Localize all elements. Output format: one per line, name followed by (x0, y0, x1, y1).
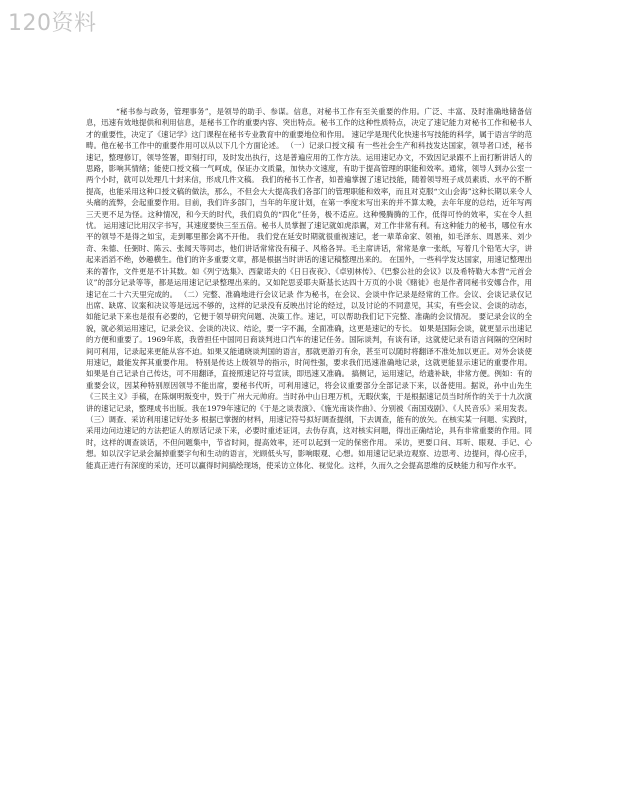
watermark-logo: 120资料 (8, 11, 97, 36)
document-body (86, 106, 532, 477)
body-paragraph: “秘书参与政务，管理事务”，是领导的助手、参谋。信息，对秘书工作有至关重要的作用。广泛、丰富、及时准确地储备信息，迅速有效地提供和利用信息，是秘书工作的重要内容、突出特点。秘书工作的这种性质特点，决定了速记能力对秘书工作和秘书人才的重要性，决定了《速记学》这门课程在秘书专业教育中的重要地位和作用。 速记学是现代化快速书写技能的科学，属于语言学的范畴。他在秘书工作中的重要作用可以从以下几个方面论述。 （一）记录口授文稿 有一些社会生产和科技发达国家，领导者口述，秘书速记，整理修订，领导签署，即刻打印，及时发出执行，这是普遍应用的工作方法。运用速记办文，不致因记录跟不上而打断讲话人的思路，影响其情绪；能使口授文稿一气呵成，保证办文质量，加快办文速度，有助于提高管理的职能和效率。通常，领导人到办公室一两个小时，就可以处理几十封来信，形成几件文稿。 我们的秘书工作者，如普遍掌握了速记技能，随着领导班子成员素质、水平的不断提高，也能采用这种口授文稿的做法，那么，不但会大大提高我们各部门的管理职能和效率，而且对克服“文山会海”这种长期以来令人头痛的流弊，会起重要作用。目前，我们许多部门，当年的年度计划，在第一季度末写出来的并不算太晚，去年年度的总结，近年写两三天更不足为怪。这种情况，和今天的时代，我们肩负的“四化”任务，极不适应。这种慢腾腾的工作，低得可怜的效率，实在令人担忧。 运用速记比用汉字书写，其速度要快三至五倍。秘书人员掌握了速记就如虎添翼，对工作非常有利。有这种能力的秘书，哪位有水平的领导不是得之如宝，走到哪里都会离不开他。 我们党在延安时期就很重视速记，老一辈革命家、领袖，如毛泽东、周恩来、刘少奇、朱德、任弼时、陈云、张闻天等同志，他们讲话常常没有稿子、风格各异。毛主席讲话，常常是拿一张纸，写着几个铅笔大字，讲起来滔滔不绝，妙趣横生。他们的许多重要文章，都是根据当时讲话的速记稿整理出来的。 在国外，一些科学发达国家，用速记整理出来的著作，文件更是不计其数。如《列宁选集》、西蒙诺夫的《日日夜夜》、《卓别林传》、《巴黎公社的会议》以及希特勒大本营“元首会议”的部分记录等等，都是运用速记记录整理出来的。又如陀思妥耶夫斯基长达四十万页的小说《赌徒》也是作者同秘书安娜合作，用速记在二十六天里完成的。 （二）完整、准确地进行会议记录 作为秘书，在会议、会谈中作记录是经常的工作。会议、会谈记录仅记出席、缺席、议案和决议等是远远不够的，这样的记录没有反映出讨论的经过，以及讨论的不同意见，其实，有些会议、会谈的动态，如能记录下来也是很有必要的，它便于领导研究问题、决策工作。速记，可以帮助我们记下完整、准确的会议情况。 要记录会议的全貌，就必须运用速记，记录会议、会谈的决议、结论，要一字不漏，全面准确，这更是速记的专长。 如果是国际会谈，就更显示出速记的方便和重要了。1969年底，我曾担任中国同日商谈判进口汽车的速记任务。国际谈判，有谈有译，这就使记录有语言间隔的空闲时间可利用，记录起来更能从容不迫。如果又能通晓谈判国的语言，那就更游刃有余，甚至可以随时将翻译不准处加以更正。对外会谈使用速记，最能发挥其重要作用。 特别是传达上级领导的指示，时间性强，要求我们迅速准确地记录，这就更能显示速记的重要作用。 如果是自己记录自己传达，可不用翻译，直接照速记符号宣读，即迅速又准确。 搞侧记，运用速记，给遗补缺，非常方便。例如：有的重要会议，因某种特别原因领导不能出席，要秘书代听，可利用速记，将会议重要部分全部记录下来，以备使用。据说，孙中山先生《三民主义》手稿，在陈炯明叛变中，毁于广州大元帅府。当时孙中山日理万机，无暇伏案，于是根据速记员当时所作的关于十九次演讲的速记记录，整理成书出版。我在1979年速记的《于是之谈表演》、《施光南谈作曲》、分别被《南国戏剧》、《人民音乐》采用发表。（三）调查、采访利用速记好处多 根据已掌握的材料，用速记符号拟好调查提纲，下去调查，能有的放矢。在核实某一问题、实践时，采用边问边速记的方法把证人的原话记录下来，必要时重述证词，去伪存真，这对核实问题，得出正确结论，具有非常重要的作用。同时，这样的调查谈话，不但问题集中，节省时间，提高效率，还可以起到一定的保密作用。 采访，更要口问、耳听、眼观、手记、心想。如以汉字记录会漏掉重要字句和生动的语言，光顾低头写，影响眼观、心想。如用速记记录边观察、边思考、边提问，得心应手，能真正进行有深度的采访，还可以赢得时间搞绘现场，使采访立体化、视觉化。这样，久而久之会提高思维的反映能力和写作水平。 (86, 107, 532, 470)
